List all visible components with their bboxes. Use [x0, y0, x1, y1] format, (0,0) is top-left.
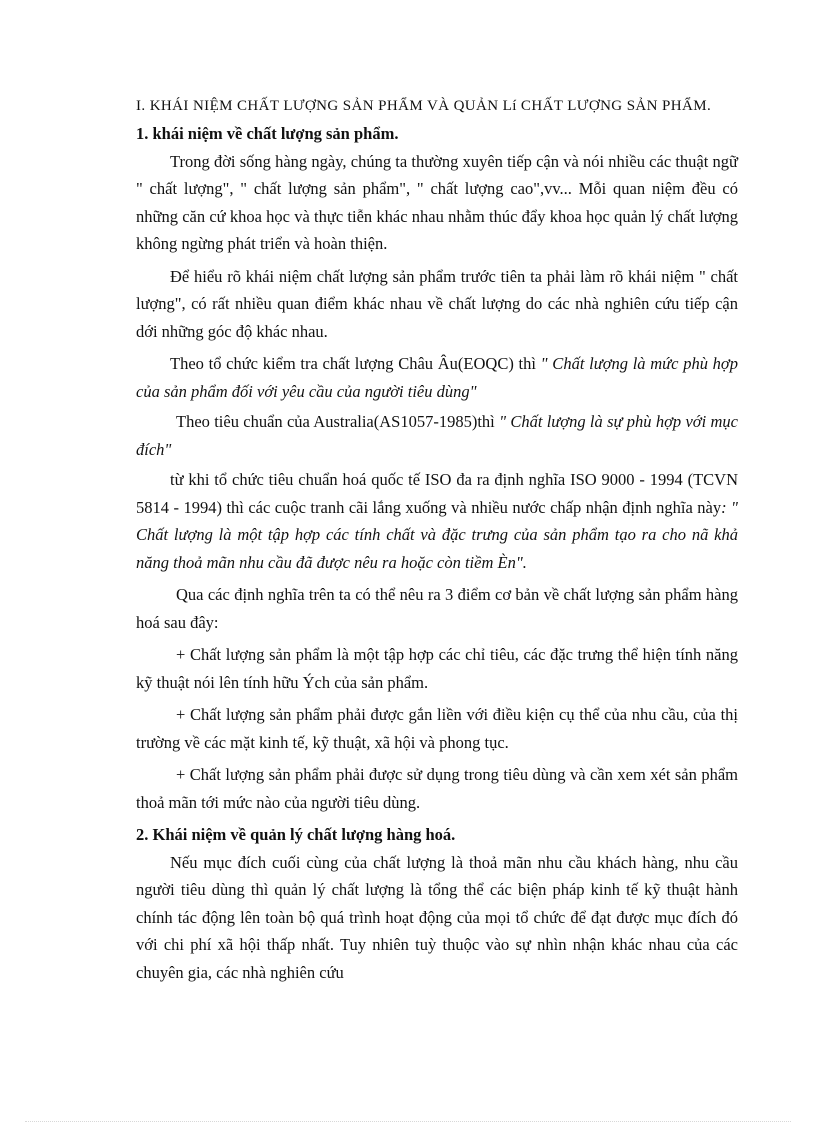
- paragraph-3-lead: Theo tổ chức kiểm tra chất lượng Châu Âu(EOQC) thì: [170, 354, 536, 373]
- paragraph-1: Trong đời sống hàng ngày, chúng ta thường xuyên tiếp cận và nói nhiều các thuật ngữ " chất lượng", " chất lượng sản phẩm", " chất lượng cao",vv... Mỗi quan niệm đều có những căn cứ khoa học và thực tiễn khác nhau nhằm thúc đẩy khoa học quản lý chất lượng không ngừng phát triển và hoàn thiện.: [136, 151, 738, 253]
- bullet-1: + Chất lượng sản phẩm là một tập hợp các chỉ tiêu, các đặc trưng thể hiện tính năng kỹ thuật nói lên tính hữu Ých của sản phẩm.: [136, 645, 738, 692]
- section-1-title: 1. khái niệm về chất lượng sản phẩm.: [136, 124, 399, 143]
- section-2-title: 2. Khái niệm về quản lý chất lượng hàng hoá.: [136, 825, 456, 844]
- bullet-2: + Chất lượng sản phẩm phải được gắn liền với điều kiện cụ thể của nhu cầu, của thị trường về các mặt kinh tế, kỹ thuật, xã hội và phong tục.: [136, 705, 738, 752]
- paragraph-2: Để hiểu rõ khái niệm chất lượng sản phẩm trước tiên ta phải làm rõ khái niệm " chất lượng", có rất nhiều quan điểm khác nhau về chất lượng do các nhà nghiên cứu tiếp cận dới những góc độ khác nhau.: [136, 266, 738, 341]
- paragraph-4-quote: " Chất lượng là sự phù hợp với mục đích": [136, 412, 738, 459]
- main-heading: I. KHÁI NIỆM CHẤT LƯỢNG SẢN PHẨM VÀ QUẢN Lí CHẤT LƯỢNG SẢN PHẨM.: [136, 98, 712, 114]
- paragraph-5: [136, 466, 738, 576]
- paragraph-7: Nếu mục đích cuối cùng của chất lượng là thoả mãn nhu cầu khách hàng, nhu cầu người tiêu dùng thì quản lý chất lượng là tổng thể các biện pháp kinh tế kỹ thuật hành chính tác động lên toàn bộ quá trình hoạt động của mọi tổ chức để đạt được mục đích đó với chi phí xã hội thấp nhất. Tuy nhiên tuỳ thuộc vào sự nhìn nhận khác nhau của các chuyên gia, các nhà nghiên cứu: [136, 852, 738, 982]
- paragraph-5-quote: : " Chất lượng là một tập hợp các tính chất và đặc trưng của sản phẩm tạo ra cho nã khả năng thoả mãn nhu cầu đã được nêu ra hoặc còn tiềm Èn".: [136, 497, 738, 572]
- paragraph-5-lead: từ khi tổ chức tiêu chuẩn hoá quốc tế ISO đa ra định nghĩa ISO 9000 - 1994 (TCVN 5814 - 1994) thì các cuộc tranh cãi lắng xuống và nhiều nước chấp nhận định nghĩa này: [136, 470, 738, 517]
- bullet-3: + Chất lượng sản phẩm phải được sử dụng trong tiêu dùng và cần xem xét sản phẩm thoả mãn tới mức nào của người tiêu dùng.: [136, 765, 738, 812]
- paragraph-6: Qua các định nghĩa trên ta có thể nêu ra 3 điểm cơ bản về chất lượng sản phẩm hàng hoá sau đây:: [136, 585, 738, 632]
- page-bottom-divider: [25, 1121, 791, 1122]
- paragraph-4-lead: Theo tiêu chuẩn của Australia(AS1057-1985)thì: [176, 412, 495, 431]
- paragraph-4: [136, 408, 738, 463]
- paragraph-3: [136, 350, 738, 405]
- paragraph-3-quote: " Chất lượng là mức phù hợp của sản phẩm đối với yêu cầu của người tiêu dùng": [136, 354, 738, 401]
- document-body: [136, 94, 738, 991]
